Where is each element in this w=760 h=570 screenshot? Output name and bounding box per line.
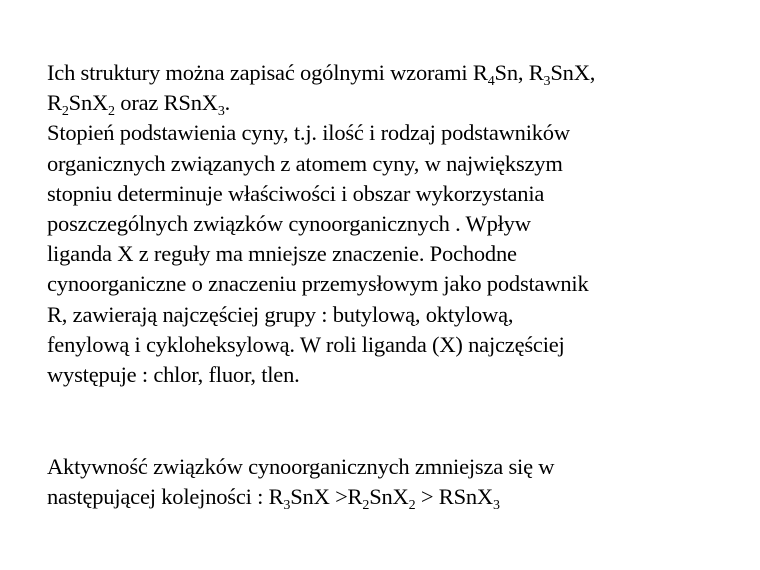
subscript: 3 (543, 74, 551, 89)
text-line: liganda X z reguły ma mniejsze znaczenie. Pochodne (47, 241, 517, 267)
text-line (47, 88, 727, 118)
subscript: 2 (362, 498, 370, 514)
text-segment: Sn, R (494, 60, 544, 85)
text-segment: SnX (68, 90, 109, 116)
subscript: 4 (487, 74, 495, 89)
subscript: 2 (61, 104, 69, 120)
text-segment: SnX >R (290, 484, 363, 510)
text-line (47, 482, 727, 512)
subscript: 3 (283, 498, 291, 514)
text-line: występuje : chlor, fluor, tlen. (47, 362, 300, 388)
subscript: 3 (492, 498, 500, 514)
text-line: R, zawierają najczęściej grupy : butylową, oktylową, (47, 301, 514, 327)
paragraph-activity (47, 452, 727, 512)
text-line: fenylową i cykloheksylową. W roli liganda (X) najczęściej (47, 331, 565, 357)
text-segment: oraz RSnX (114, 90, 218, 116)
text-segment: > RSnX (415, 484, 493, 510)
text-segment: SnX (369, 484, 409, 510)
text-line: poszczególnych związków cynoorganicznych . Wpływ (47, 211, 531, 237)
subscript: 3 (217, 104, 225, 120)
text-segment: SnX, (550, 60, 596, 85)
subscript: 2 (408, 498, 416, 514)
text-segment: R (47, 90, 62, 116)
text-segment: następującej kolejności : R (47, 484, 284, 510)
paragraph-structure (47, 58, 727, 390)
subscript: 2 (108, 104, 115, 120)
text-line (47, 58, 727, 88)
text-line: Aktywność związków cynoorganicznych zmniejsza się w (47, 454, 555, 479)
text-line: organicznych związanych z atomem cyny, w największym (47, 150, 563, 176)
text-line: stopniu determinuje właściwości i obszar wykorzystania (47, 180, 545, 206)
text-segment: . (224, 90, 231, 116)
text-segment: Ich struktury można zapisać ogólnymi wzorami R (47, 60, 488, 85)
text-line: Stopień podstawienia cyny, t.j. ilość i rodzaj podstawników (47, 120, 570, 146)
text-line: cynoorganiczne o znaczeniu przemysłowym jako podstawnik (47, 271, 589, 297)
